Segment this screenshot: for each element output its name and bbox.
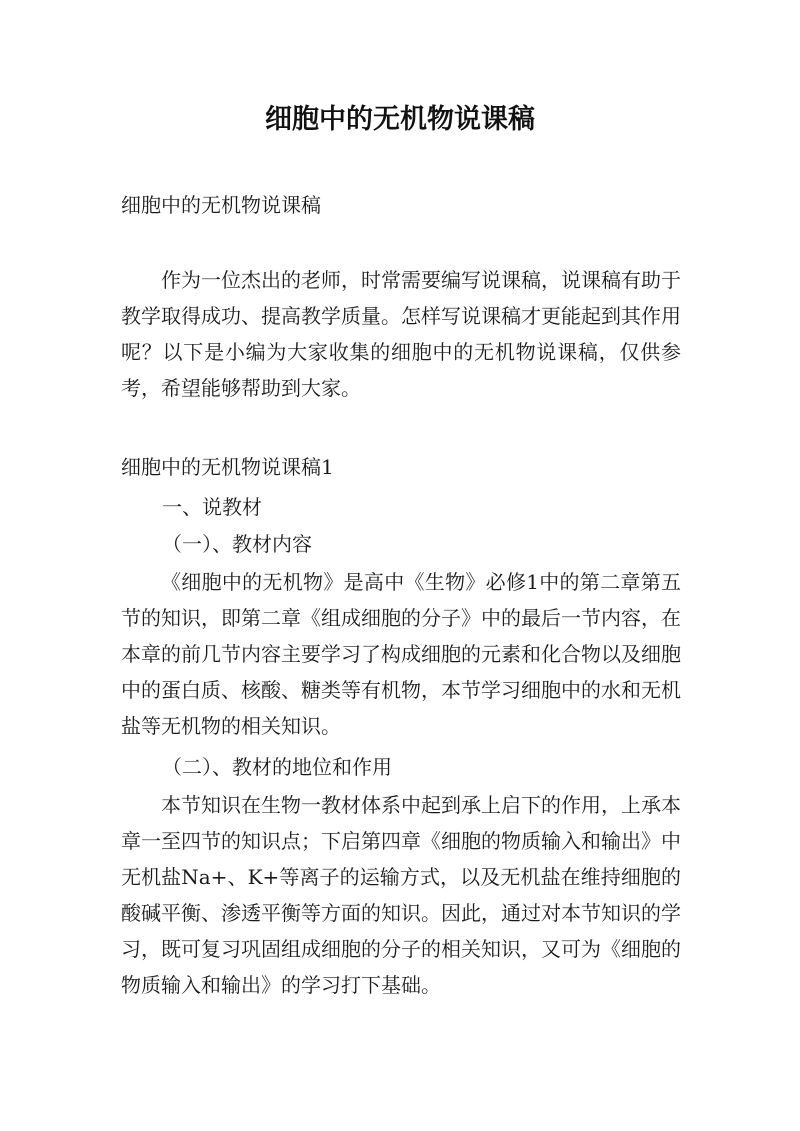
intro-paragraph: 作为一位杰出的老师，时常需要编写说课稿，说课稿有助于教学取得成功、提高教学质量。怎样写说课稿才更能起到其作用呢？以下是小编为大家收集的细胞中的无机物说课稿，仅供参考，希望能够帮助到大家。 [121, 268, 681, 400]
heading-teaching-material: 一、说教材 [162, 495, 262, 519]
heading-material-content: （一）、教材内容 [162, 532, 312, 556]
section-title: 细胞中的无机物说课稿1 [121, 455, 334, 479]
material-role-paragraph: 本节知识在生物一教材体系中起到承上启下的作用，上承本章一至四节的知识点；下启第四章《细胞的物质输入和输出》中无机盐Na+、K+等离子的运输方式，以及无机盐在维持细胞的酸碱平衡、渗透平衡等方面的知识。因此，通过对本节知识的学习，既可复习巩固组成细胞的分子的相关知识，又可为《细胞的物质输入和输出》的学习打下基础。 [121, 793, 681, 997]
document-title: 细胞中的无机物说课稿 [265, 104, 535, 135]
heading-material-role: （二）、教材的地位和作用 [162, 755, 392, 779]
material-content-paragraph: 《细胞中的无机物》是高中《生物》必修1中的第二章第五节的知识，即第二章《组成细胞的分子》中的最后一节内容，在本章的前几节内容主要学习了构成细胞的元素和化合物以及细胞中的蛋白质、核酸、糖类等有机物，本节学习细胞中的水和无机盐等无机物的相关知识。 [121, 570, 681, 738]
document-subtitle: 细胞中的无机物说课稿 [121, 193, 321, 217]
